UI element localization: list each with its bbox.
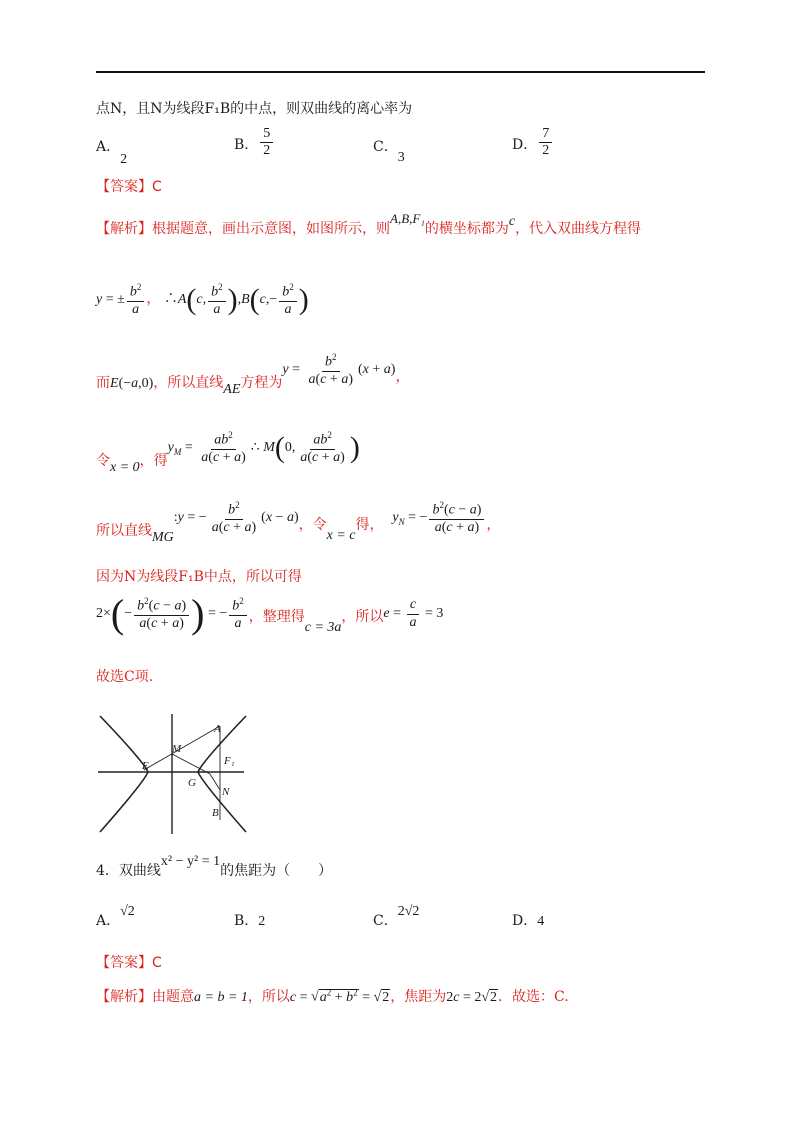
label-m: M [172,743,182,755]
line-ae [144,726,220,770]
hyperbola-left-branch [100,716,148,832]
q3-line-ae: 而E(−a,0)，所以直线AE方程为y = $\frac{b^2}{a(c + a)}$ (x + a)， [96,352,410,398]
q3-eq-yvalues: y = ± $\frac{b^2}{a}$ ， ∴A(c, $\frac{b^2}{a}$ ),B(c,− $\frac{b^2}{a}$ ) [96,282,309,317]
header-rule [96,71,705,73]
q3-midpoint-eq: 2×(− $\frac{b^2(c - a)}{a(c + a)}$ ) = − $\frac{b^2}{a}$ ，整理得c = 3a，所以e = $\frac{c}{a}$ = 3 [96,591,444,636]
q4-option-c: C．2√2 [373,904,420,929]
label-f1: F₁ [224,755,235,767]
label-b: B [212,807,219,819]
q4-stem: 4．双曲线x² − y² = 1的焦距为（ ） [96,854,333,879]
q4-option-a: A．√2 [96,904,135,929]
q4-analysis: 【解析】由题意a = b = 1，所以$c = √a^2 + b^2 = √2$，焦距为2c = 2√2．故选：C. [96,987,569,1005]
label-e: E [142,760,149,772]
q3-option-c: C．3 [373,139,405,165]
line-mg [172,754,210,774]
q3-option-d: D． $\frac{7}{2}$ [512,126,554,159]
line-gn [210,774,220,790]
hyperbola-right-branch [198,716,246,832]
q3-line-mg: 所以直线MG:y = − $\frac{b^2}{a(c + a)}$ (x − a)，令x = c得， $y_N$ = − $\frac{b^2(c - a)}{a(c + a)}$ ， [96,500,501,546]
q3-answer: 【答案】C [96,179,162,195]
q3-conclusion: 故选C项. [96,669,154,685]
q3-midpoint-text: 因为N为线段F₁B中点，所以可得 [96,569,302,585]
q4-option-d: D．4 [512,913,545,929]
q3-option-a: A．2 [96,139,128,167]
q3-analysis-intro: 【解析】根据题意，画出示意图，如图所示，则A,B,F₁的横坐标都为c，代入双曲线方程得 [96,211,642,237]
q3-stem: 点N，且N为线段F₁B的中点，则双曲线的离心率为 [96,101,413,117]
q3-option-b: B． $\frac{5}{2}$ [234,126,275,159]
q4-option-b: B．2 [234,913,266,929]
label-a: A [214,723,221,735]
q3-line-m: 令x = 0，得$y_M$ = $\frac{ab^2}{a(c + a)}$ ∴ M(0, $\frac{ab^2}{a(c + a)}$ ) [96,430,360,476]
q4-answer: 【答案】C [96,955,162,971]
hyperbola-figure [94,712,254,836]
label-n: N [222,786,230,798]
label-g: G [188,777,196,789]
